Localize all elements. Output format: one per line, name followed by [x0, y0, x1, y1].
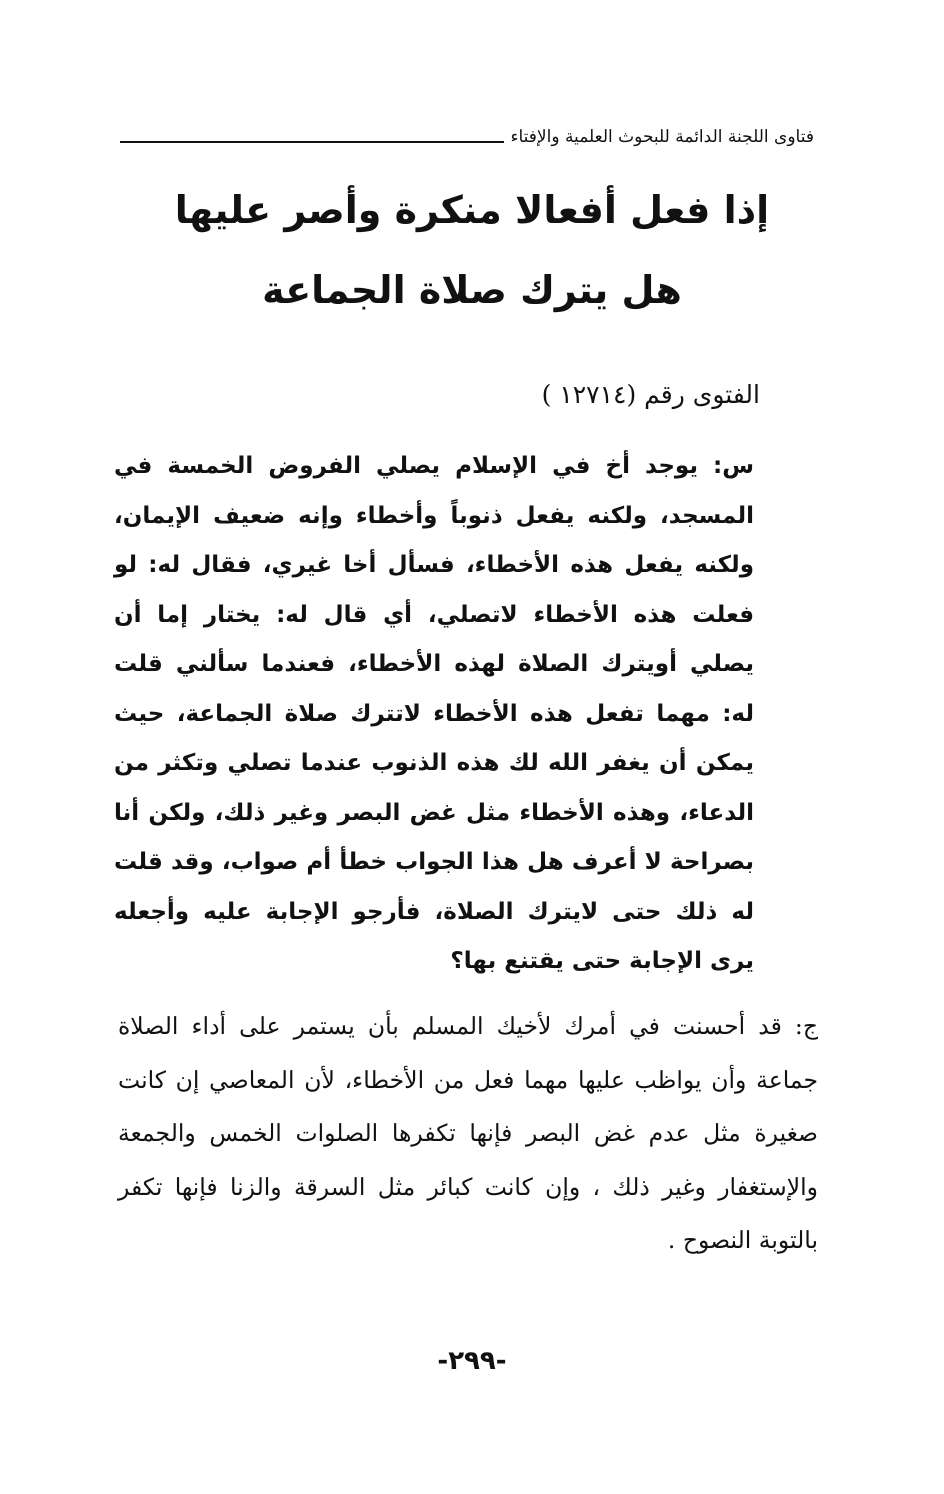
answer-paragraph: ج: قد أحسنت في أمرك لأخيك المسلم بأن يستمر على أداء الصلاة جماعة وأن يواظب عليها مهما فعل من الأخطاء، لأن المعاصي إن كانت صغيرة مثل عدم غض البصر فإنها تكفرها الصلوات الخمس والجمعة والإستغفار وغير ذلك ، وإن كانت كبائر مثل السرقة والزنا فإنها تكفر بالتوبة النصوح .: [118, 1012, 818, 1254]
page-number: -٢٩٩-: [437, 1346, 507, 1376]
fatwa-number: الفتوى رقم (١٢٧١٤ ): [541, 380, 760, 409]
running-header-title: فتاوى اللجنة الدائمة للبحوث العلمية والإفتاء: [510, 127, 814, 147]
fatwa-title-line-2: هل يترك صلاة الجماعة: [262, 268, 682, 312]
header-rule: [120, 141, 504, 143]
fatwa-title-line-1: إذا فعل أفعالا منكرة وأصر عليها: [174, 188, 770, 232]
question-paragraph: س: يوجد أخ في الإسلام يصلي الفروض الخمسة في المسجد، ولكنه يفعل ذنوباً وأخطاء وإنه ضعيف الإيمان، ولكنه يفعل هذه الأخطاء، فسأل أخا غيري، فقال له: لو فعلت هذه الأخطاء لاتصلي، أي قال له: يختار إما أن يصلي أويترك الصلاة لهذه الأخطاء، فعندما سألني قلت له: مهما تفعل هذه الأخطاء لاتترك صلاة الجماعة، حيث يمكن أن يغفر الله لك هذه الذنوب عندما تصلي وتكثر من الدعاء، وهذه الأخطاء مثل غض البصر وغير ذلك، ولكن أنا بصراحة لا أعرف هل هذا الجواب خطأ أم صواب، وقد قلت له ذلك حتى لايترك الصلاة، فأرجو الإجابة عليه وأجعله يرى الإجابة حتى يقتنع بها؟: [114, 453, 754, 974]
running-header: [120, 122, 814, 152]
